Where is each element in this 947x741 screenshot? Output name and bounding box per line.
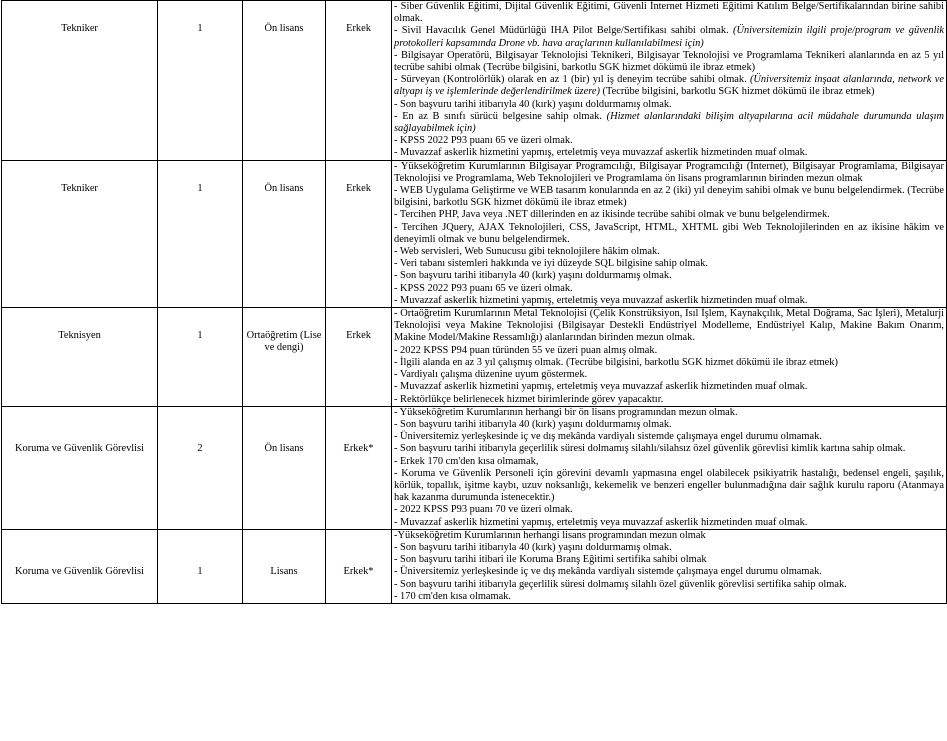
requirement-note: (Üniversitemiz inşaat alanlarında, network ve altyapı iş ve işlemlerinde değerlendirilmek üzere) (394, 74, 944, 98)
position-title: Tekniker (2, 1, 158, 161)
position-row (2, 529, 947, 603)
position-count: 1 (158, 1, 243, 161)
requirement-item (394, 111, 944, 135)
requirement-item (394, 504, 944, 516)
position-count: 1 (158, 160, 243, 307)
requirement-item (394, 99, 944, 111)
requirements-cell (392, 1, 947, 161)
requirement-item (394, 283, 944, 295)
requirement-item (394, 517, 944, 529)
requirement-text: - Web servisleri, Web Sunucusu gibi teknolojilere hâkim olmak. (394, 246, 660, 258)
requirement-item (394, 209, 944, 221)
requirement-note: (Hizmet alanlarındaki bilişim altyapılarına acil müdahale durumunda ulaşım sağlayabilmek için) (394, 110, 945, 135)
requirement-text: - 170 cm'den kısa olmamak. (394, 590, 512, 602)
requirement-item (394, 258, 944, 270)
requirement-item (394, 345, 944, 357)
education-level: Lisans (243, 529, 326, 603)
requirement-text: - Rektörlükçe belirlenecek hizmet birimlerinde görev yapacaktır. (394, 393, 664, 405)
requirement-item (394, 222, 944, 246)
requirement-text: - KPSS 2022 P93 puanı 65 ve üzeri olmak. (394, 282, 573, 294)
requirement-text: - 2022 KPSS P94 puan türünden 55 ve üzeri puan almış olmak. (394, 344, 658, 356)
education-level: Ön lisans (243, 1, 326, 161)
requirement-text: - KPSS 2022 P93 puanı 65 ve üzeri olmak. (394, 135, 573, 147)
requirement-text: - Son başvuru tarihi itibarıyla 40 (kırk) yaşını doldurmamış olmak. (394, 270, 672, 282)
gender: Erkek* (326, 529, 392, 603)
requirement-text: - Muvazzaf askerlik hizmetini yapmış, erteletmiş veya muvazzaf askerlik hizmetinden muaf olmak. (394, 294, 808, 306)
requirement-text: - Üniversitemiz yerleşkesinde iç ve dış mekânda vardiyalı sistemde çalışmaya engel durumu olmamak. (394, 431, 822, 443)
requirement-item (394, 554, 944, 566)
position-count: 1 (158, 529, 243, 603)
position-title: Koruma ve Güvenlik Görevlisi (2, 529, 158, 603)
requirement-item (394, 50, 944, 74)
requirement-text: - Ortaöğretim Kurumlarının Metal Teknolojisi (Çelik Konstrüksiyon, Isıl İşlem, Kaynakçılık, Metal Doğrama, Sac İşleri), Metalurji Teknolojisi veya Makine Teknolojisi (Bilgisayar Destekli Endüstriyel Modelleme, Endüstriyel Kalıp, Makine Bakım Onarım, Makine Model/Makine Ressamlığı) alanlarından birinden mezun olmak. (394, 308, 944, 344)
requirement-item (394, 407, 944, 419)
requirement-text: - Yükseköğretim Kurumlarının Bilgisayar Programcılığı, Bilgisayar Programcılığı (İnternet), Bilgisayar Programlama, Bilgisayar Teknolojisi ve Programlama, Web Teknolojileri ve Programlama ön lisans programlarının birinden mezun olmak (394, 160, 944, 184)
requirement-text: - Son başvuru tarihi itibari ile Koruma Branş Eğitimi sertifika sahibi olmak (394, 554, 707, 566)
position-title: Tekniker (2, 160, 158, 307)
requirement-text: - Veri tabanı sistemleri hakkında ve iyi düzeyde SQL bilgisine sahip olmak. (394, 258, 708, 270)
requirement-text: - Sürveyan (Kontrolörlük) olarak en az 1 (bir) yıl iş deneyim tecrübe sahibi olmak. (394, 74, 750, 86)
requirement-item (394, 468, 944, 505)
position-count: 1 (158, 308, 243, 407)
requirement-item (394, 308, 944, 345)
requirement-text: - Erkek 170 cm'den kısa olmamak, (394, 455, 539, 467)
requirement-item (394, 369, 944, 381)
requirement-item (394, 135, 944, 147)
requirements-cell (392, 308, 947, 407)
requirement-text: - Tercihen JQuery, AJAX Teknolojileri, CSS, JavaScript, HTML, XHTML gibi Web Teknolojilerinden en az ikisine hâkim ve deneyimli olmak ve bunu belgelendirmek. (394, 221, 944, 245)
requirements-cell (392, 529, 947, 603)
position-row (2, 160, 947, 307)
positions-table (1, 0, 947, 604)
requirement-item (394, 1, 944, 25)
requirement-text: - Üniversitemiz yerleşkesinde iç ve dış mekânda vardiyalı sistemde çalışmaya engel durumu olmamak. (394, 566, 822, 578)
requirement-item (394, 456, 944, 468)
requirements-cell (392, 160, 947, 307)
requirement-item (394, 185, 944, 209)
position-row (2, 308, 947, 407)
requirement-item (394, 591, 944, 603)
requirement-item (394, 357, 944, 369)
requirement-text: - Son başvuru tarihi itibarıyla geçerlilik süresi dolmamış silahlı özel güvenlik görevlisi sertifika sahip olmak. (394, 578, 847, 590)
requirement-item (394, 270, 944, 282)
gender: Erkek (326, 160, 392, 307)
requirement-text: - Bilgisayar Operatörü, Bilgisayar Teknolojisi Teknikeri, Bilgisayar Teknolojisi ve Programlama Teknikeri alanlarında en az 5 yıl tecrübe sahibi olmak (Tecrübe bilgisini, barkotlu SGK hizmet dökümü ile ibraz etmek) (394, 49, 944, 74)
position-row (2, 1, 947, 161)
education-level: Ön lisans (243, 406, 326, 529)
requirement-text: - Muvazzaf askerlik hizmetini yapmış, erteletmiş veya muvazzaf askerlik hizmetinden muaf olmak. (394, 147, 808, 159)
requirement-text: - Son başvuru tarihi itibarıyla 40 (kırk) yaşını doldurmamış olmak. (394, 541, 672, 553)
requirement-text: - Tercihen PHP, Java veya .NET dillerinden en az ikisinde tecrübe sahibi olmak ve bunu belgelendirmek. (394, 209, 830, 221)
requirement-item (394, 161, 944, 185)
requirement-item (394, 381, 944, 393)
requirement-text: - 2022 KPSS P93 puanı 70 ve üzeri olmak. (394, 504, 573, 516)
requirement-text: - Vardiyalı çalışma düzenine uyum göstermek. (394, 369, 588, 381)
requirement-text: - Son başvuru tarihi itibarıyla 40 (kırk) yaşını doldurmamış olmak. (394, 418, 672, 430)
requirement-text: - En az B sınıfı sürücü belgesine sahip olmak. (394, 110, 607, 122)
gender: Erkek (326, 308, 392, 407)
requirement-text: - Sivil Havacılık Genel Müdürlüğü IHA Pilot Belge/Sertifikası sahibi olmak. (394, 25, 733, 37)
requirement-text: - Siber Güvenlik Eğitimi, Dijital Güvenlik Eğitimi, Güvenli İnternet Hizmeti Eğitimi Katılım Belge/Sertifikalarından birine sahibi olmak. (394, 1, 944, 25)
requirement-text: - Son başvuru tarihi itibarıyla 40 (kırk) yaşını doldurmamış olmak. (394, 98, 672, 110)
position-title: Teknisyen (2, 308, 158, 407)
requirement-item (394, 542, 944, 554)
requirements-cell (392, 406, 947, 529)
requirement-text: -Yükseköğretim Kurumlarının herhangi lisans programından mezun olmak (394, 529, 706, 541)
requirement-text: - Muvazzaf askerlik hizmetini yapmış, erteletmiş veya muvazzaf askerlik hizmetinden muaf olmak. (394, 381, 808, 393)
requirement-text: - İlgili alanda en az 3 yıl çalışmış olmak. (Tecrübe bilgisini, barkotlu SGK hizmet dökümü ile ibraz etmek) (394, 356, 838, 368)
position-title: Koruma ve Güvenlik Görevlisi (2, 406, 158, 529)
requirement-text: - Muvazzaf askerlik hizmetini yapmış, erteletmiş veya muvazzaf askerlik hizmetinden muaf olmak. (394, 516, 808, 528)
requirement-note: (Üniversitemizin ilgili proje/program ve güvenlik protokolleri kapsamında Drone vb. hava araçlarının kullanılabilmesi için) (394, 25, 945, 49)
requirement-item (394, 431, 944, 443)
requirement-text: - Koruma ve Güvenlik Personeli için görevini devamlı yapmasına engel olabilecek psikiyatrik hastalığı, bedensel engeli, şaşılık, körlük, topallık, işitme kaybı, uzuv noksanlığı, kekemelik ve benzeri engeller bulunmadığına dair sağlık kurulu raporu (Atanmaya hak kazanma durumunda istenecektir.) (394, 467, 944, 504)
position-count: 2 (158, 406, 243, 529)
requirement-item (394, 579, 944, 591)
requirement-item (394, 443, 944, 455)
requirement-text: (Tecrübe bilgisini, barkotlu SGK hizmet dökümü ile ibraz etmek) (599, 86, 875, 98)
gender: Erkek* (326, 406, 392, 529)
requirement-item (394, 419, 944, 431)
position-row (2, 406, 947, 529)
education-level: Ortaöğretim (Lise ve dengi) (243, 308, 326, 407)
requirement-item (394, 74, 944, 98)
requirement-item (394, 295, 944, 307)
education-level: Ön lisans (243, 160, 326, 307)
requirement-item (394, 147, 944, 159)
requirement-text: - Yükseköğretim Kurumlarının herhangi bir ön lisans programından mezun olmak. (394, 406, 738, 418)
requirement-item (394, 394, 944, 406)
requirement-text: - Son başvuru tarihi itibarıyla geçerlilik süresi dolmamış silahlı/silahsız özel güvenlik görevlisi kimlik kartına sahip olmak. (394, 443, 906, 455)
requirement-item (394, 530, 944, 542)
gender: Erkek (326, 1, 392, 161)
requirement-item (394, 246, 944, 258)
requirement-item (394, 566, 944, 578)
requirement-text: - WEB Uygulama Geliştirme ve WEB tasarım konularında en az 2 (iki) yıl deneyim sahibi olmak ve bunu belgelendirmek. (Tecrübe bilgisini, barkotlu SGK hizmet dökümü ile ibraz etmek) (394, 185, 945, 209)
requirement-item (394, 25, 944, 49)
positions-table-body (2, 1, 947, 604)
